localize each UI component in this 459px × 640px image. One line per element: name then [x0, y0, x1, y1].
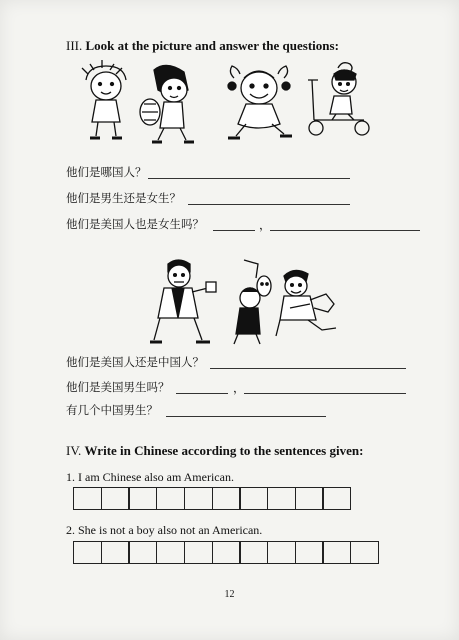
answer-line-b2-second[interactable]: [244, 393, 406, 394]
writing-box[interactable]: [101, 541, 130, 564]
writing-boxes-1: [73, 487, 350, 510]
writing-box[interactable]: [322, 487, 351, 510]
writing-box[interactable]: [239, 487, 268, 510]
item-2-number: 2.: [66, 523, 75, 537]
martial-arts-boys-illustration: [150, 258, 350, 348]
comma-b2: ，: [233, 381, 246, 395]
section-4-heading: [66, 443, 363, 459]
answer-line-a3-second[interactable]: [270, 230, 420, 231]
answer-line-a1[interactable]: [148, 178, 350, 179]
writing-box[interactable]: [156, 541, 185, 564]
writing-box[interactable]: [350, 541, 379, 564]
section-3-numeral: III.: [66, 38, 83, 53]
section-4-title: Write in Chinese according to the sentences given:: [84, 443, 364, 458]
question-b1: 他们是美国人还是中国人？: [66, 355, 204, 369]
writing-box[interactable]: [322, 541, 351, 564]
answer-line-b2-first[interactable]: [176, 393, 228, 394]
item-2-sentence: She is not a boy also not an American.: [78, 523, 263, 537]
girl-figure-2: [140, 65, 194, 142]
comma-a3: ，: [259, 218, 272, 232]
question-b2: 他们是美国男生吗？: [66, 380, 170, 394]
girl-figure-3: [228, 66, 292, 138]
writing-box[interactable]: [73, 541, 102, 564]
girl-figure-4: [308, 63, 369, 135]
writing-box[interactable]: [184, 541, 213, 564]
answer-line-a2[interactable]: [188, 204, 350, 205]
writing-box[interactable]: [212, 487, 241, 510]
writing-box[interactable]: [295, 541, 324, 564]
question-b3: 有几个中国男生？: [66, 403, 158, 417]
question-a3: 他们是美国人也是女生吗？: [66, 217, 204, 231]
writing-box[interactable]: [267, 541, 296, 564]
writing-box[interactable]: [156, 487, 185, 510]
question-a1: 他们是哪国人？: [66, 165, 147, 179]
writing-box[interactable]: [128, 541, 157, 564]
item-2: [66, 523, 262, 537]
section-4-numeral: IV.: [66, 443, 82, 458]
section-3-title: Look at the picture and answer the questions:: [85, 38, 339, 53]
question-a2: 他们是男生还是女生？: [66, 191, 181, 205]
answer-line-b3[interactable]: [166, 416, 326, 417]
writing-box[interactable]: [212, 541, 241, 564]
writing-box[interactable]: [295, 487, 324, 510]
page-number: 12: [224, 589, 235, 600]
item-1: [66, 470, 234, 484]
boy-figure-3: [276, 270, 336, 336]
boy-figure-2: [234, 260, 271, 344]
writing-box[interactable]: [239, 541, 268, 564]
writing-box[interactable]: [267, 487, 296, 510]
boy-figure-1: [150, 260, 216, 342]
writing-box[interactable]: [184, 487, 213, 510]
writing-box[interactable]: [101, 487, 130, 510]
cartoon-girls-illustration: [76, 60, 376, 145]
answer-line-b1[interactable]: [210, 368, 406, 369]
girl-figure-1: [82, 60, 126, 138]
writing-box[interactable]: [73, 487, 102, 510]
writing-boxes-2: [73, 541, 378, 564]
item-1-number: 1.: [66, 470, 75, 484]
writing-box[interactable]: [128, 487, 157, 510]
answer-line-a3-first[interactable]: [213, 230, 255, 231]
section-3-heading: [66, 38, 339, 54]
item-1-sentence: I am Chinese also am American.: [78, 470, 234, 484]
